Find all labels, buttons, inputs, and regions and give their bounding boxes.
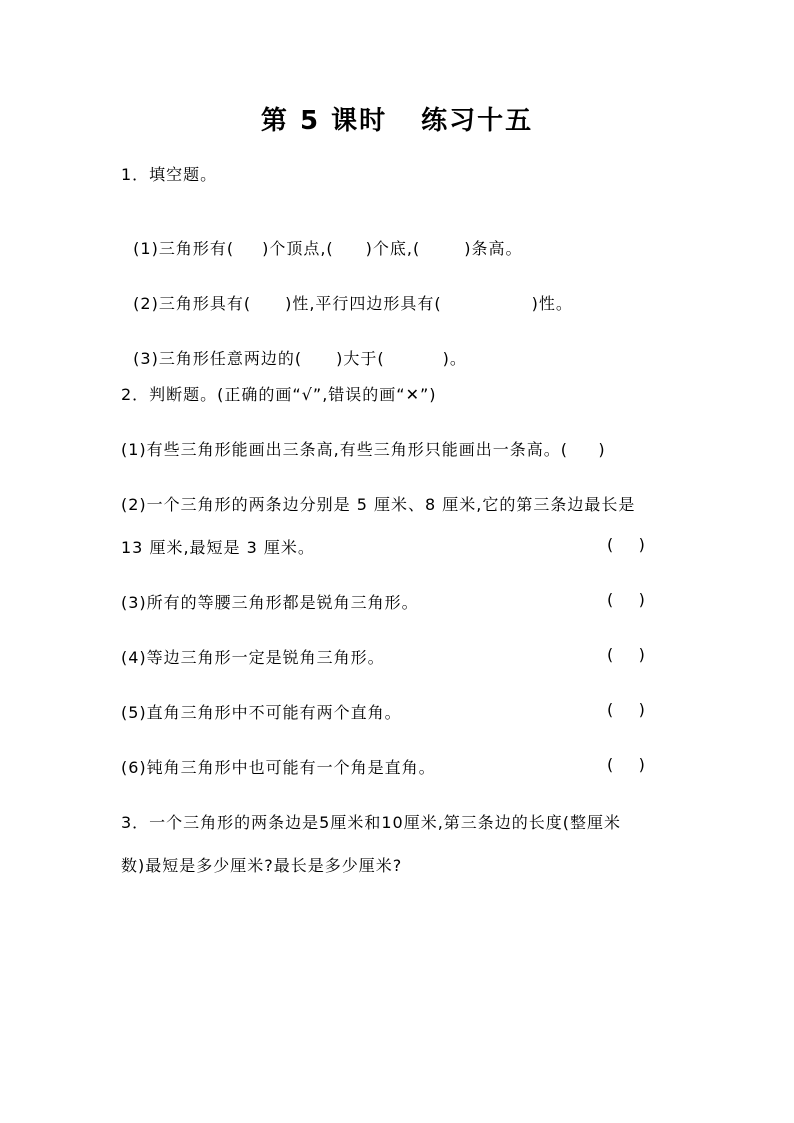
q1-3-text-c: )。 — [442, 349, 467, 368]
q1-1-text-c: )个底,( — [365, 239, 421, 258]
tf-item-3: (3)所有的等腰三角形都是锐角三角形。 — [121, 593, 419, 612]
tf-item-2-line1: (2)一个三角形的两条边分别是 5 厘米、8 厘米,它的第三条边最长是 — [121, 495, 636, 514]
tf-answer-paren: ( ) — [607, 645, 645, 664]
tf-answer-paren: ( ) — [607, 700, 645, 719]
q1-2 — [121, 272, 573, 314]
tf-item-1: (1)有些三角形能画出三条高,有些三角形只能画出一条高。( ) — [121, 440, 606, 459]
tf-answer-paren: ( ) — [607, 535, 645, 554]
q1-3 — [121, 327, 467, 369]
tf-item-4: (4)等边三角形一定是锐角三角形。 — [121, 648, 385, 667]
tf-item-6: (6)钝角三角形中也可能有一个角是直角。 — [121, 758, 436, 777]
section1-heading: 1．填空题。 — [121, 165, 218, 184]
q1-3-text-a: (3)三角形任意两边的( — [133, 349, 303, 368]
q1-1-text-a: (1)三角形有( — [133, 239, 235, 258]
q1-2-text-a: (2)三角形具有( — [133, 294, 252, 313]
title-topic: 练习十五 — [421, 106, 534, 136]
q1-2-text-b: )性,平行四边形具有( — [285, 294, 442, 313]
q1-2-text-c: )性。 — [531, 294, 573, 313]
tf-answer-paren: ( ) — [607, 590, 645, 609]
section3-line2: 数)最短是多少厘米?最长是多少厘米? — [121, 856, 403, 875]
page-title — [0, 100, 794, 137]
q1-3-text-b: )大于( — [336, 349, 385, 368]
tf-item-2-line2: 13 厘米,最短是 3 厘米。 — [121, 538, 315, 557]
section2-heading: 2．判断题。(正确的画“√”,错误的画“✕”) — [121, 385, 437, 404]
section3-line1: 3．一个三角形的两条边是5厘米和10厘米,第三条边的长度(整厘米 — [121, 813, 622, 832]
tf-item-5: (5)直角三角形中不可能有两个直角。 — [121, 703, 402, 722]
q1-1-text-d: )条高。 — [464, 239, 523, 258]
title-lesson: 第 5 课时 — [260, 106, 388, 136]
tf-answer-paren: ( ) — [607, 755, 645, 774]
q1-1-text-b: )个顶点,( — [262, 239, 334, 258]
q1-1 — [121, 217, 523, 259]
